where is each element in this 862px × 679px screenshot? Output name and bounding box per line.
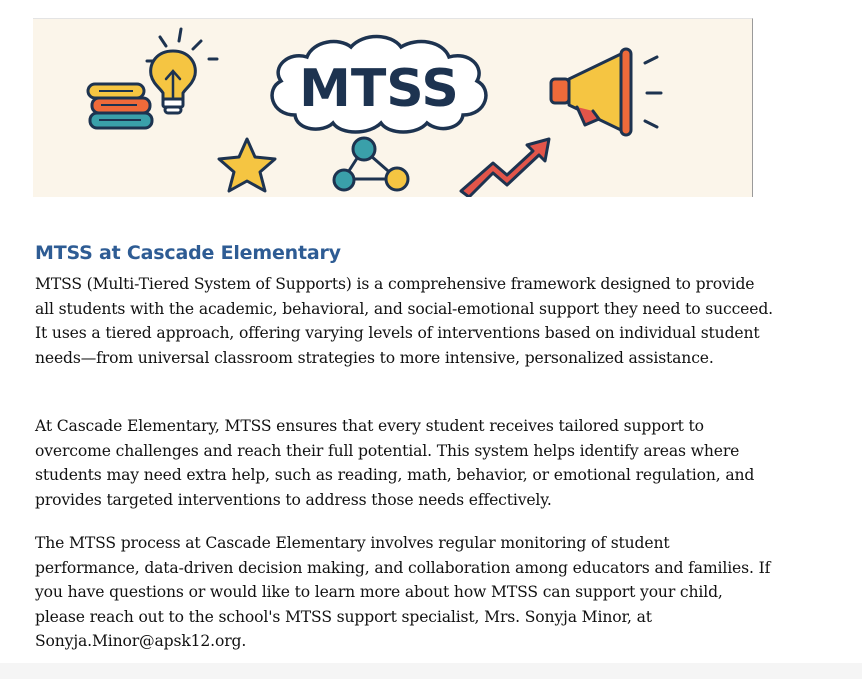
books-icon xyxy=(88,84,152,128)
network-icon xyxy=(334,138,408,190)
contact-paragraph: The MTSS process at Cascade Elementary involves regular monitoring of student performance, data-driven decision making, and collaboration among educators and families. If you have questions or would like to learn more about how MTSS can support your child, please reach out to the school's MTSS support specialist, Mrs. Sonyja Minor, at Sonyja.Minor@apsk12.org. xyxy=(35,534,771,651)
trend-arrow-icon xyxy=(461,139,549,197)
mtss-banner-image xyxy=(33,18,753,197)
banner-title: MTSS xyxy=(299,59,459,119)
page-bottom-strip xyxy=(0,663,862,679)
section-heading: MTSS at Cascade Elementary xyxy=(35,242,341,264)
star-icon xyxy=(219,139,275,191)
mtss-cloud-icon xyxy=(272,37,486,133)
megaphone-icon xyxy=(551,49,661,135)
intro-paragraph: MTSS (Multi-Tiered System of Supports) is a comprehensive framework designed to provide all students with the academic, behavioral, and social-emotional support they need to succeed. It uses a tiered approach, offering varying levels of interventions based on individual student needs—from universal classroom strategies to more intensive, personalized assistance. xyxy=(35,275,773,367)
lightbulb-icon xyxy=(147,29,217,113)
cascade-paragraph: At Cascade Elementary, MTSS ensures that every student receives tailored support to overcome challenges and reach their full potential. This system helps identify areas where students may need extra help, such as reading, math, behavior, or emotional regulation, and provides targeted interventions to address those needs effectively. xyxy=(35,417,755,509)
